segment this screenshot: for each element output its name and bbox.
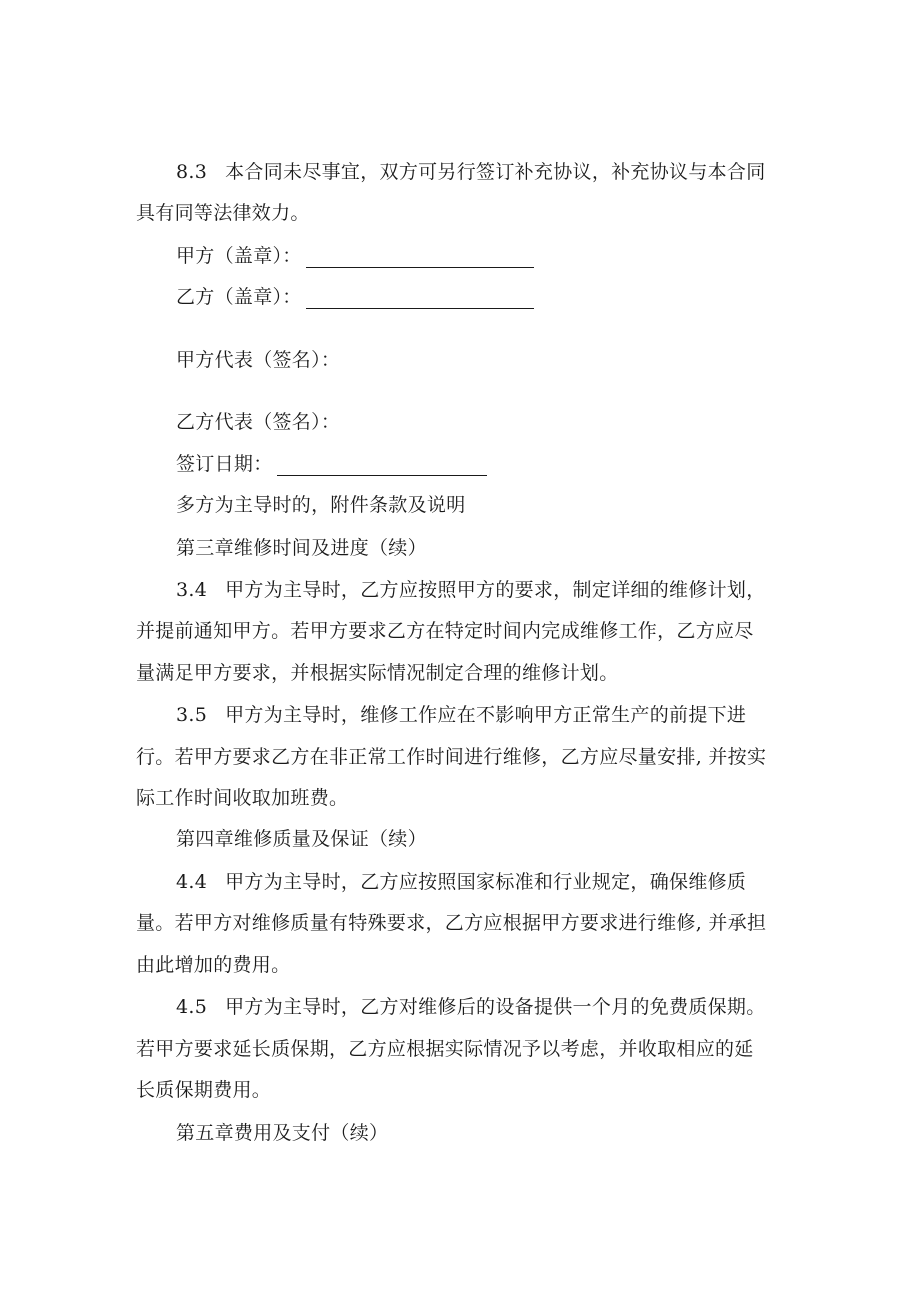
party-b-seal-line bbox=[176, 285, 534, 309]
party-b-seal-label: 乙方（盖章）： bbox=[176, 286, 302, 308]
chapter-3-heading: 第三章维修时间及进度（续） bbox=[176, 537, 427, 559]
clause-4-5-line-3: 长质保期费用。 bbox=[136, 1079, 272, 1101]
party-a-seal-label: 甲方（盖章）： bbox=[176, 245, 302, 267]
clause-8-3-line-2: 具有同等法律效力。 bbox=[136, 202, 310, 224]
clause-text: 甲方为主导时，维修工作应在不影响甲方正常生产的前提下进 bbox=[225, 704, 747, 726]
clause-4-4-line-2: 量。若甲方对维修质量有特殊要求，乙方应根据甲方要求进行维修, 并承担 bbox=[136, 912, 767, 934]
clause-3-5-line-3: 际工作时间收取加班费。 bbox=[136, 787, 349, 809]
chapter-5-heading: 第五章费用及支付（续） bbox=[176, 1122, 389, 1144]
appendix-heading: 多方为主导时的，附件条款及说明 bbox=[176, 494, 466, 516]
sign-date-blank bbox=[277, 457, 487, 476]
sign-date-line bbox=[176, 452, 487, 476]
clause-3-4-line-2: 并提前通知甲方。若甲方要求乙方在特定时间内完成维修工作，乙方应尽 bbox=[136, 620, 754, 642]
clause-3-4-line-3: 量满足甲方要求，并根据实际情况制定合理的维修计划。 bbox=[136, 662, 619, 684]
clause-text: 甲方为主导时，乙方应按照甲方的要求，制定详细的维修计划， bbox=[225, 579, 766, 601]
clause-4-5-line-2: 若甲方要求延长质保期，乙方应根据实际情况予以考虑，并收取相应的延 bbox=[136, 1038, 754, 1060]
clause-3-4-line-1 bbox=[176, 578, 766, 602]
clause-text: 本合同未尽事宜，双方可另行签订补充协议，补充协议与本合同 bbox=[225, 161, 766, 183]
clause-8-3-line-1 bbox=[176, 160, 766, 184]
clause-number: 8.3 bbox=[176, 161, 208, 183]
clause-3-5-line-1 bbox=[176, 703, 746, 727]
party-a-rep-line: 甲方代表（签名）： bbox=[176, 349, 341, 371]
sign-date-label: 签订日期： bbox=[176, 453, 273, 475]
clause-number: 4.4 bbox=[176, 871, 208, 893]
chapter-4-heading: 第四章维修质量及保证（续） bbox=[176, 828, 427, 850]
clause-text: 甲方为主导时，乙方应按照国家标准和行业规定，确保维修质 bbox=[225, 871, 747, 893]
clause-4-5-line-1 bbox=[176, 995, 766, 1019]
clause-number: 4.5 bbox=[176, 996, 208, 1018]
party-a-seal-line bbox=[176, 244, 534, 268]
clause-4-4-line-3: 由此增加的费用。 bbox=[136, 954, 291, 976]
party-b-rep-line: 乙方代表（签名）： bbox=[176, 411, 341, 433]
party-b-seal-blank bbox=[306, 290, 534, 309]
clause-number: 3.4 bbox=[176, 579, 208, 601]
clause-text: 甲方为主导时，乙方对维修后的设备提供一个月的免费质保期。 bbox=[225, 996, 766, 1018]
clause-3-5-line-2: 行。若甲方要求乙方在非正常工作时间进行维修，乙方应尽量安排, 并按实 bbox=[136, 746, 767, 768]
party-a-seal-blank bbox=[306, 249, 534, 268]
clause-4-4-line-1 bbox=[176, 870, 746, 894]
clause-number: 3.5 bbox=[176, 704, 208, 726]
